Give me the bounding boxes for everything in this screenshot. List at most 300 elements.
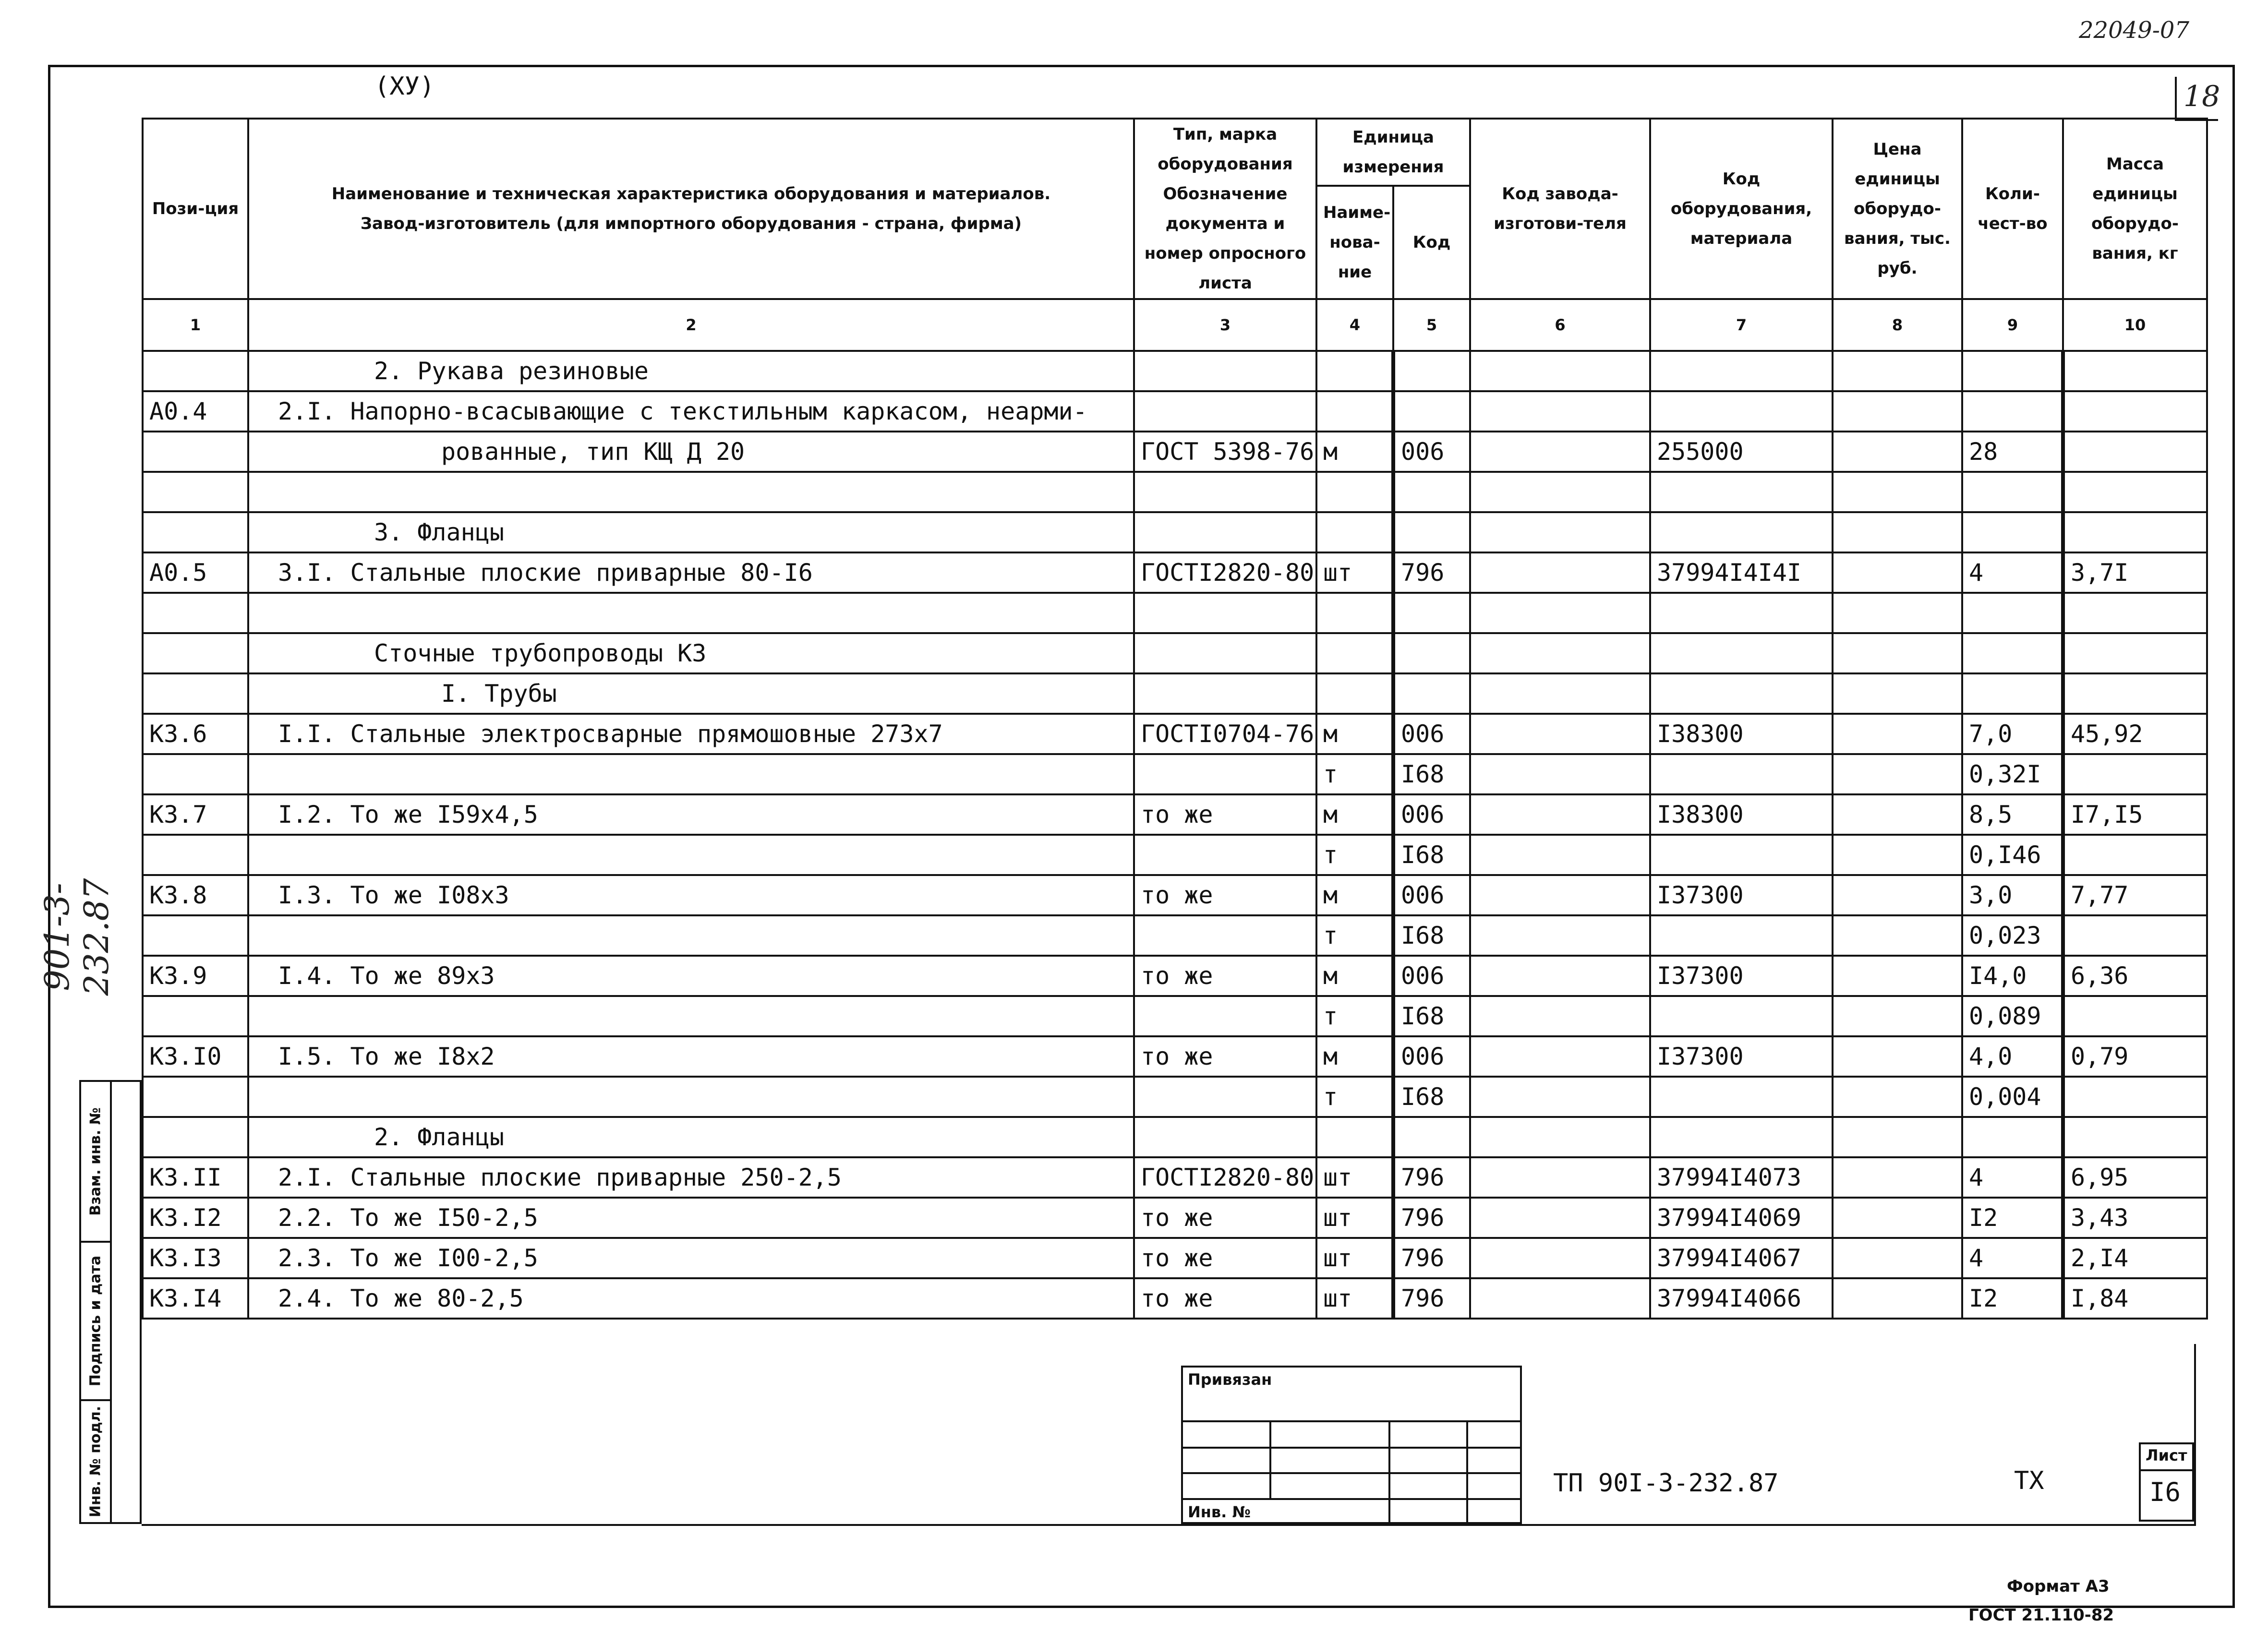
cell-equip xyxy=(1650,835,1833,875)
document-code: ТП 90I-3-232.87 xyxy=(1553,1469,1779,1498)
cell-code: 006 xyxy=(1393,875,1470,915)
cell-qty xyxy=(1962,673,2063,714)
cell-name: 2.I. Напорно-всасывающие с текстильным каркасом, неарми- xyxy=(248,391,1134,432)
cell-price xyxy=(1833,1278,1962,1319)
table-row xyxy=(143,432,2207,472)
cell-code: I68 xyxy=(1393,754,1470,794)
cell-qty: 0,023 xyxy=(1962,915,2063,956)
cell-equip xyxy=(1650,633,1833,673)
cell-doc xyxy=(1134,1077,1316,1117)
cell-code: 796 xyxy=(1393,1198,1470,1238)
cell-plant xyxy=(1470,1198,1650,1238)
header-qty: Коли-чест-во xyxy=(1962,119,2063,299)
cell-equip: 37994I4066 xyxy=(1650,1278,1833,1319)
cell-unit xyxy=(1316,512,1393,552)
cell-unit: т xyxy=(1316,835,1393,875)
cell-doc: то же xyxy=(1134,1036,1316,1077)
cell-doc xyxy=(1134,835,1316,875)
cell-price xyxy=(1833,835,1962,875)
col-number: 10 xyxy=(2063,299,2207,351)
cell-plant xyxy=(1470,1238,1650,1278)
cell-equip: I37300 xyxy=(1650,1036,1833,1077)
cell-equip: 255000 xyxy=(1650,432,1833,472)
cell-unit xyxy=(1316,351,1393,391)
header-price: Цена единицы оборудо-вания, тыс. руб. xyxy=(1833,119,1962,299)
cell-equip: I37300 xyxy=(1650,956,1833,996)
cell-price xyxy=(1833,915,1962,956)
header-mass: Масса единицы оборудо-вания, кг xyxy=(2063,119,2207,299)
cell-name: 2.4. То же 80-2,5 xyxy=(248,1278,1134,1319)
cell-name: Сточные трубопроводы К3 xyxy=(248,633,1134,673)
cell-name: 2.3. То же I00-2,5 xyxy=(248,1238,1134,1278)
cell-price xyxy=(1833,754,1962,794)
cell-doc: то же xyxy=(1134,1198,1316,1238)
table-row xyxy=(143,915,2207,956)
sheet-box-rule xyxy=(2141,1469,2192,1471)
cell-unit xyxy=(1316,593,1393,633)
cell-plant xyxy=(1470,996,1650,1036)
cell-code: 796 xyxy=(1393,552,1470,593)
cell-pos xyxy=(143,754,248,794)
cell-code: 796 xyxy=(1393,1238,1470,1278)
header-name-line1: Наименование и техническая характеристика оборудования и материалов. xyxy=(331,184,1051,204)
stamp-rule xyxy=(1183,1472,1520,1474)
cell-doc: ГОСТI2820-80 xyxy=(1134,552,1316,593)
cell-mass: 3,7I xyxy=(2063,552,2207,593)
cell-mass: 3,43 xyxy=(2063,1198,2207,1238)
header-unit-code: Код xyxy=(1393,186,1470,299)
cell-name: I.5. То же I8x2 xyxy=(248,1036,1134,1077)
col-number: 9 xyxy=(1962,299,2063,351)
cell-pos xyxy=(143,1117,248,1157)
cell-pos xyxy=(143,633,248,673)
cell-name: 2.2. То же I50-2,5 xyxy=(248,1198,1134,1238)
group-label: (ХУ) xyxy=(374,72,435,101)
cell-name: I.I. Стальные электросварные прямошовные 273x7 xyxy=(248,714,1134,754)
stamp-inv-no: Инв. № xyxy=(1188,1503,1251,1521)
col-number: 1 xyxy=(143,299,248,351)
cell-name xyxy=(248,835,1134,875)
cell-unit: шт xyxy=(1316,552,1393,593)
cell-code: I68 xyxy=(1393,996,1470,1036)
header-row xyxy=(143,119,2207,186)
cell-pos xyxy=(143,835,248,875)
cell-equip: I38300 xyxy=(1650,714,1833,754)
cell-code: 006 xyxy=(1393,432,1470,472)
table-row xyxy=(143,754,2207,794)
cell-plant xyxy=(1470,432,1650,472)
cell-name xyxy=(248,996,1134,1036)
cell-unit: шт xyxy=(1316,1198,1393,1238)
binding-stamp xyxy=(1181,1366,1522,1524)
cell-plant xyxy=(1470,1117,1650,1157)
cell-name xyxy=(248,915,1134,956)
cell-code: I68 xyxy=(1393,915,1470,956)
cell-price xyxy=(1833,956,1962,996)
cell-plant xyxy=(1470,1157,1650,1198)
cell-doc xyxy=(1134,512,1316,552)
table-row xyxy=(143,714,2207,754)
cell-qty: I2 xyxy=(1962,1198,2063,1238)
cell-doc xyxy=(1134,593,1316,633)
cell-name: I.2. То же I59x4,5 xyxy=(248,794,1134,835)
cell-equip xyxy=(1650,391,1833,432)
cell-plant xyxy=(1470,1036,1650,1077)
cell-doc xyxy=(1134,351,1316,391)
col-number: 8 xyxy=(1833,299,1962,351)
cell-mass: 0,79 xyxy=(2063,1036,2207,1077)
cell-doc xyxy=(1134,754,1316,794)
table-row xyxy=(143,1117,2207,1157)
cell-price xyxy=(1833,1077,1962,1117)
cell-mass xyxy=(2063,835,2207,875)
cell-plant xyxy=(1470,351,1650,391)
cell-doc: то же xyxy=(1134,794,1316,835)
cell-name: I.3. То же I08x3 xyxy=(248,875,1134,915)
cell-unit: м xyxy=(1316,714,1393,754)
col-number: 7 xyxy=(1650,299,1833,351)
col-number: 3 xyxy=(1134,299,1316,351)
sheet-number: I6 xyxy=(2149,1477,2181,1507)
cell-qty xyxy=(1962,472,2063,512)
table-row xyxy=(143,1238,2207,1278)
cell-code: 006 xyxy=(1393,714,1470,754)
cell-plant xyxy=(1470,633,1650,673)
cell-equip xyxy=(1650,1077,1833,1117)
cell-unit xyxy=(1316,1117,1393,1157)
cell-mass xyxy=(2063,1077,2207,1117)
cell-pos: К3.8 xyxy=(143,875,248,915)
cell-equip: 37994I4067 xyxy=(1650,1238,1833,1278)
cell-qty: 4 xyxy=(1962,1157,2063,1198)
cell-unit: шт xyxy=(1316,1278,1393,1319)
table-row xyxy=(143,552,2207,593)
cell-qty: 0,089 xyxy=(1962,996,2063,1036)
cell-name xyxy=(248,472,1134,512)
cell-equip xyxy=(1650,512,1833,552)
cell-mass xyxy=(2063,432,2207,472)
cell-name: 2.I. Стальные плоские приварные 250-2,5 xyxy=(248,1157,1134,1198)
column-number-row xyxy=(143,299,2207,351)
header-name-line2: Завод-изготовитель (для импортного оборудования - страна, фирма) xyxy=(360,214,1022,233)
header-name xyxy=(248,119,1134,299)
cell-mass: I7,I5 xyxy=(2063,794,2207,835)
stamp-rule xyxy=(1269,1420,1271,1498)
table-row xyxy=(143,1036,2207,1077)
cell-pos: К3.6 xyxy=(143,714,248,754)
cell-code xyxy=(1393,593,1470,633)
title-zone-bottom-rule xyxy=(142,1524,2194,1526)
cell-price xyxy=(1833,1238,1962,1278)
cell-name: 2. Рукава резиновые xyxy=(248,351,1134,391)
table-row xyxy=(143,673,2207,714)
cell-name xyxy=(248,754,1134,794)
cell-unit xyxy=(1316,472,1393,512)
strip-inv: Инв. № подл. xyxy=(87,1405,104,1518)
cell-code xyxy=(1393,633,1470,673)
document-mark: ТХ xyxy=(2014,1466,2044,1495)
header-unit-name: Наиме-нова-ние xyxy=(1316,186,1393,299)
cell-price xyxy=(1833,512,1962,552)
cell-unit: т xyxy=(1316,915,1393,956)
cell-mass xyxy=(2063,1117,2207,1157)
table-row xyxy=(143,391,2207,432)
table-row xyxy=(143,1278,2207,1319)
table-row xyxy=(143,1157,2207,1198)
cell-unit: м xyxy=(1316,794,1393,835)
stamp-privyazan: Привязан xyxy=(1188,1370,1272,1389)
col-number: 4 xyxy=(1316,299,1393,351)
cell-mass xyxy=(2063,593,2207,633)
sheet-label: Лист xyxy=(2146,1446,2187,1464)
cell-plant xyxy=(1470,754,1650,794)
cell-price xyxy=(1833,472,1962,512)
cell-price xyxy=(1833,714,1962,754)
cell-qty: 0,004 xyxy=(1962,1077,2063,1117)
cell-equip: I38300 xyxy=(1650,794,1833,835)
cell-equip xyxy=(1650,915,1833,956)
cell-name: 3. Фланцы xyxy=(248,512,1134,552)
cell-doc: ГОСТI2820-80 xyxy=(1134,1157,1316,1198)
cell-plant xyxy=(1470,835,1650,875)
cell-mass: I,84 xyxy=(2063,1278,2207,1319)
table-row xyxy=(143,1198,2207,1238)
stamp-rule xyxy=(1388,1420,1390,1522)
cell-code: 006 xyxy=(1393,794,1470,835)
cell-price xyxy=(1833,794,1962,835)
sheet-number-box xyxy=(2139,1442,2194,1522)
cell-equip xyxy=(1650,593,1833,633)
cell-qty: 0,32I xyxy=(1962,754,2063,794)
cell-pos xyxy=(143,432,248,472)
cell-qty: I4,0 xyxy=(1962,956,2063,996)
cell-price xyxy=(1833,875,1962,915)
strip-podpis: Подпись и дата xyxy=(81,1243,110,1401)
format-label: Формат А3 xyxy=(2007,1577,2110,1596)
cell-unit xyxy=(1316,633,1393,673)
cell-unit: т xyxy=(1316,1077,1393,1117)
cell-doc xyxy=(1134,633,1316,673)
cell-price xyxy=(1833,432,1962,472)
cell-price xyxy=(1833,552,1962,593)
cell-doc: ГОСТI0704-76 xyxy=(1134,714,1316,754)
page-mark-box xyxy=(2175,77,2218,121)
cell-pos: К3.I4 xyxy=(143,1278,248,1319)
cell-price xyxy=(1833,1198,1962,1238)
table-row xyxy=(143,351,2207,391)
cell-mass xyxy=(2063,673,2207,714)
cell-pos xyxy=(143,512,248,552)
header-plant-code: Код завода-изготови-теля xyxy=(1470,119,1650,299)
table-row xyxy=(143,633,2207,673)
cell-price xyxy=(1833,1157,1962,1198)
cell-pos: К3.I2 xyxy=(143,1198,248,1238)
header-unit-group: Единица измерения xyxy=(1316,119,1470,186)
cell-price xyxy=(1833,996,1962,1036)
cell-equip xyxy=(1650,673,1833,714)
cell-doc xyxy=(1134,1117,1316,1157)
cell-pos: К3.7 xyxy=(143,794,248,835)
strip-divider xyxy=(110,1082,112,1522)
specification-body xyxy=(143,351,2207,1319)
table-row xyxy=(143,875,2207,915)
cell-pos xyxy=(143,915,248,956)
header-position: Пози-ция xyxy=(143,119,248,299)
cell-qty xyxy=(1962,512,2063,552)
cell-price xyxy=(1833,633,1962,673)
cell-mass: 45,92 xyxy=(2063,714,2207,754)
cell-equip: 37994I4I4I xyxy=(1650,552,1833,593)
cell-doc: ГОСТ 5398-76 xyxy=(1134,432,1316,472)
specification-table xyxy=(142,118,2208,1320)
cell-mass: 7,77 xyxy=(2063,875,2207,915)
col-number: 6 xyxy=(1470,299,1650,351)
header-equip-code: Код оборудования, материала xyxy=(1650,119,1833,299)
cell-plant xyxy=(1470,875,1650,915)
cell-mass: 6,95 xyxy=(2063,1157,2207,1198)
cell-plant xyxy=(1470,472,1650,512)
cell-equip: 37994I4073 xyxy=(1650,1157,1833,1198)
cell-mass xyxy=(2063,472,2207,512)
cell-qty: 3,0 xyxy=(1962,875,2063,915)
table-row xyxy=(143,593,2207,633)
cell-unit: м xyxy=(1316,1036,1393,1077)
cell-plant xyxy=(1470,956,1650,996)
stamp-rule xyxy=(1183,1447,1520,1449)
corner-number: 22049-07 xyxy=(2079,17,2189,44)
cell-qty: 0,I46 xyxy=(1962,835,2063,875)
table-row xyxy=(143,996,2207,1036)
cell-price xyxy=(1833,593,1962,633)
cell-mass xyxy=(2063,512,2207,552)
cell-doc xyxy=(1134,996,1316,1036)
page-mark: 18 xyxy=(2184,80,2220,113)
cell-qty xyxy=(1962,351,2063,391)
cell-name xyxy=(248,1077,1134,1117)
cell-qty xyxy=(1962,1117,2063,1157)
cell-mass xyxy=(2063,915,2207,956)
cell-pos xyxy=(143,593,248,633)
cell-doc: то же xyxy=(1134,956,1316,996)
table-row xyxy=(143,835,2207,875)
cell-unit: м xyxy=(1316,432,1393,472)
header-type: Тип, марка оборудования Обозначение документа и номер опросного листа xyxy=(1134,119,1316,299)
cell-qty: 4,0 xyxy=(1962,1036,2063,1077)
cell-code: I68 xyxy=(1393,1077,1470,1117)
cell-doc: то же xyxy=(1134,1278,1316,1319)
cell-mass: 2,I4 xyxy=(2063,1238,2207,1278)
cell-plant xyxy=(1470,1278,1650,1319)
cell-mass: 6,36 xyxy=(2063,956,2207,996)
side-stamp: 901-3-232.87 xyxy=(37,878,116,996)
cell-qty xyxy=(1962,633,2063,673)
cell-pos: К3.I0 xyxy=(143,1036,248,1077)
cell-equip xyxy=(1650,472,1833,512)
cell-name xyxy=(248,593,1134,633)
cell-name: I. Трубы xyxy=(248,673,1134,714)
cell-plant xyxy=(1470,915,1650,956)
cell-pos: А0.4 xyxy=(143,391,248,432)
col-number: 2 xyxy=(248,299,1134,351)
cell-pos: К3.II xyxy=(143,1157,248,1198)
cell-qty: 8,5 xyxy=(1962,794,2063,835)
cell-plant xyxy=(1470,794,1650,835)
cell-code xyxy=(1393,512,1470,552)
table-row xyxy=(143,472,2207,512)
cell-qty: I2 xyxy=(1962,1278,2063,1319)
cell-unit xyxy=(1316,391,1393,432)
cell-name: рованные, тип КЩ Д 20 xyxy=(248,432,1134,472)
cell-plant xyxy=(1470,714,1650,754)
cell-qty: 4 xyxy=(1962,552,2063,593)
cell-plant xyxy=(1470,1077,1650,1117)
cell-mass xyxy=(2063,633,2207,673)
cell-doc xyxy=(1134,673,1316,714)
cell-mass xyxy=(2063,996,2207,1036)
cell-pos xyxy=(143,1077,248,1117)
cell-equip xyxy=(1650,1117,1833,1157)
cell-equip: 37994I4069 xyxy=(1650,1198,1833,1238)
cell-code: I68 xyxy=(1393,835,1470,875)
stamp-rule xyxy=(1183,1498,1520,1500)
cell-pos xyxy=(143,351,248,391)
cell-pos: К3.I3 xyxy=(143,1238,248,1278)
cell-unit: шт xyxy=(1316,1157,1393,1198)
cell-code xyxy=(1393,1117,1470,1157)
gost-label: ГОСТ 21.110-82 xyxy=(1968,1606,2114,1625)
cell-qty xyxy=(1962,391,2063,432)
cell-doc xyxy=(1134,915,1316,956)
cell-unit: т xyxy=(1316,996,1393,1036)
cell-price xyxy=(1833,1036,1962,1077)
cell-plant xyxy=(1470,552,1650,593)
col-number: 5 xyxy=(1393,299,1470,351)
cell-code xyxy=(1393,391,1470,432)
cell-name: 3.I. Стальные плоские приварные 80-I6 xyxy=(248,552,1134,593)
cell-qty: 4 xyxy=(1962,1238,2063,1278)
cell-code: 006 xyxy=(1393,1036,1470,1077)
table-row xyxy=(143,794,2207,835)
cell-name: 2. Фланцы xyxy=(248,1117,1134,1157)
cell-pos: А0.5 xyxy=(143,552,248,593)
cell-mass xyxy=(2063,754,2207,794)
strip-vzam: Взам. инв. № xyxy=(81,1082,110,1243)
title-zone-right-rule xyxy=(2194,1344,2196,1526)
cell-unit: м xyxy=(1316,956,1393,996)
cell-plant xyxy=(1470,593,1650,633)
cell-price xyxy=(1833,391,1962,432)
cell-code: 796 xyxy=(1393,1278,1470,1319)
cell-equip xyxy=(1650,351,1833,391)
cell-unit: шт xyxy=(1316,1238,1393,1278)
cell-doc xyxy=(1134,472,1316,512)
cell-unit: т xyxy=(1316,754,1393,794)
cell-price xyxy=(1833,1117,1962,1157)
table-row xyxy=(143,1077,2207,1117)
cell-qty: 28 xyxy=(1962,432,2063,472)
cell-plant xyxy=(1470,673,1650,714)
cell-mass xyxy=(2063,351,2207,391)
stamp-rule xyxy=(1466,1420,1468,1522)
cell-pos: К3.9 xyxy=(143,956,248,996)
cell-code xyxy=(1393,673,1470,714)
cell-mass xyxy=(2063,391,2207,432)
cell-equip: I37300 xyxy=(1650,875,1833,915)
cell-plant xyxy=(1470,391,1650,432)
cell-unit xyxy=(1316,673,1393,714)
cell-qty xyxy=(1962,593,2063,633)
cell-pos xyxy=(143,996,248,1036)
